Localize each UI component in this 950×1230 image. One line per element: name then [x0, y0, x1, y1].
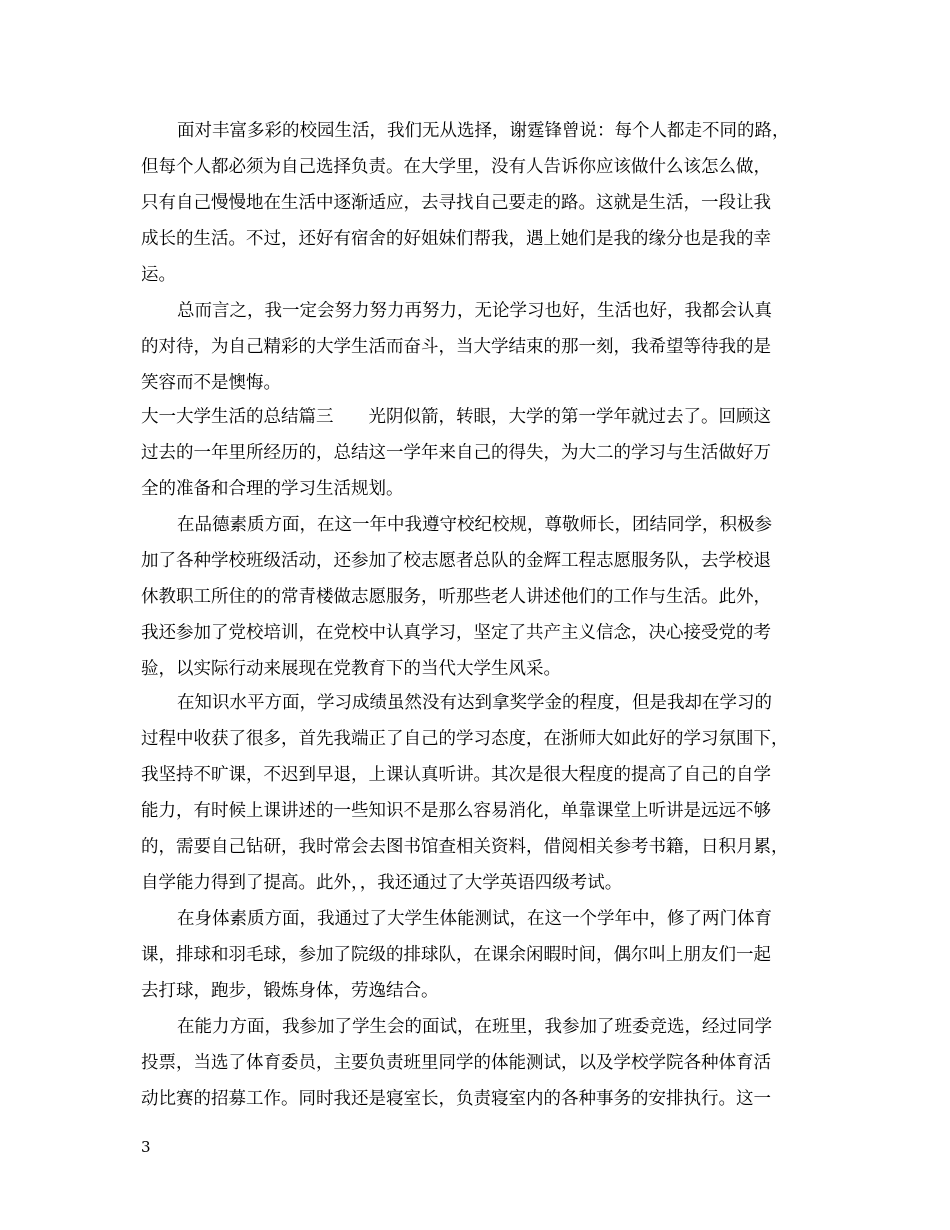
text-line: 自学能力得到了提高。此外，，我还通过了大学英语四级考试。: [141, 873, 623, 893]
text-line: 能力，有时候上课讲述的一些知识不是那么容易消化，单靠课堂上听讲是远远不够: [141, 801, 771, 821]
section-heading-line: 大一大学生活的总结篇三 光阴似箭，转眼，大学的第一学年就过去了。回顾这: [141, 407, 771, 427]
text-line: 的对待，为自己精彩的大学生活而奋斗，当大学结束的那一刻，我希望等待我的是: [141, 337, 771, 357]
text-line: 面对丰富多彩的校园生活，我们无从选择，谢霆锋曾说：每个人都走不同的路，: [177, 121, 790, 141]
text-line: 但每个人都必须为自己选择负责。在大学里，没有人告诉你应该做什么该怎么做，: [141, 157, 771, 177]
text-line: 去打球，跑步，锻炼身体，劳逸结合。: [141, 981, 439, 1001]
text-line: 课，排球和羽毛球，参加了院级的排球队，在课余闲暇时间，偶尔叫上朋友们一起: [141, 945, 771, 965]
text-line: 验，以实际行动来展现在党教育下的当代大学生风采。: [141, 659, 561, 679]
page-number: 3: [141, 1138, 151, 1156]
text-line: 在品德素质方面，在这一年中我遵守校纪校规，尊敬师长，团结同学，积极参: [177, 515, 772, 535]
text-line: 运。: [141, 265, 176, 285]
text-line: 在知识水平方面，学习成绩虽然没有达到拿奖学金的程度，但是我却在学习的: [177, 693, 772, 713]
text-line: 过程中收获了很多，首先我端正了自己的学习态度，在浙师大如此好的学习氛围下，: [141, 729, 789, 749]
text-line: 动比赛的招募工作。同时我还是寝室长，负责寝室内的各种事务的安排执行。这一: [141, 1089, 771, 1109]
text-line: 投票，当选了体育委员，主要负责班里同学的体能测试，以及学校学院各种体育活: [141, 1053, 771, 1073]
text-line: 成长的生活。不过，还好有宿舍的好姐妹们帮我，遇上她们是我的缘分也是我的幸: [141, 229, 771, 249]
text-line: 总而言之，我一定会努力努力再努力，无论学习也好，生活也好，我都会认真: [177, 301, 772, 321]
text-line: 休教职工所住的的常青楼做志愿服务，听那些老人讲述他们的工作与生活。此外，: [141, 587, 771, 607]
text-line: 只有自己慢慢地在生活中逐渐适应，去寻找自己要走的路。这就是生活，一段让我: [141, 193, 771, 213]
text-line: 过去的一年里所经历的，总结这一学年来自己的得失，为大二的学习与生活做好万: [141, 443, 771, 463]
text-line: 在能力方面，我参加了学生会的面试，在班里，我参加了班委竞选，经过同学: [177, 1017, 772, 1037]
text-line: 在身体素质方面，我通过了大学生体能测试，在这一个学年中，修了两门体育: [177, 909, 772, 929]
text-line: 笑容而不是懊悔。: [141, 373, 281, 393]
text-line: 我还参加了党校培训，在党校中认真学习，坚定了共产主义信念，决心接受党的考: [141, 623, 771, 643]
text-line: 我坚持不旷课，不迟到早退，上课认真听讲。其次是很大程度的提高了自己的自学: [141, 765, 771, 785]
text-line: 全的准备和合理的学习生活规划。: [141, 479, 404, 499]
text-line: 加了各种学校班级活动，还参加了校志愿者总队的金辉工程志愿服务队，去学校退: [141, 551, 771, 571]
text-line: 的，需要自己钻研，我时常会去图书馆查相关资料，借阅相关参考书籍，日积月累，: [141, 837, 789, 857]
